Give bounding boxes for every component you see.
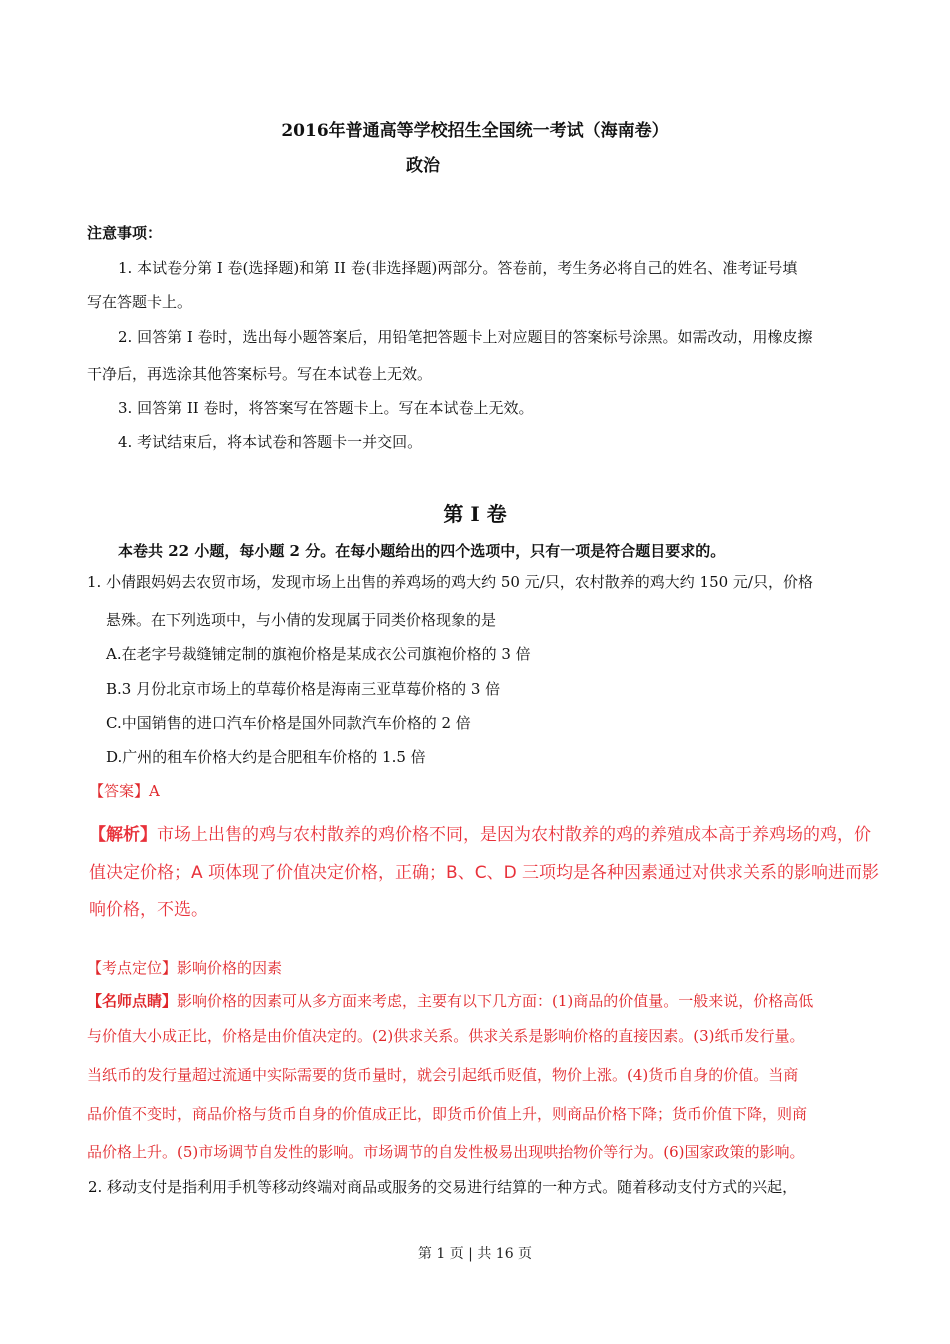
- question-1-option-c: C.中国销售的进口汽车价格是国外同款汽车价格的 2 倍: [106, 714, 471, 732]
- analysis-label: 【解析】: [89, 825, 157, 845]
- question-1-stem: 1. 小倩跟妈妈去农贸市场，发现市场上出售的养鸡场的鸡大约 50 元/只，农村散养的鸡大约 150 元/只，价格: [87, 573, 813, 591]
- question-1-mingshi-line-3: 当纸币的发行量超过流通中实际需要的货币量时，就会引起纸币贬值，物价上涨。(4)货币自身的价值。当商: [87, 1066, 799, 1084]
- notice-line-2: 写在答题卡上。: [87, 293, 193, 311]
- question-1-mingshi-line-4: 品价值不变时，商品价格与货币自身的价值成正比，即货币价值上升，则商品价格下降；货币价值下降，则商: [87, 1105, 808, 1123]
- notice-heading: 注意事项：: [87, 224, 163, 242]
- exam-subject: 政治: [406, 156, 440, 176]
- question-1-analysis-line-2: 值决定价格；A 项体现了价值决定价格，正确；B、C、D 三项均是各种因素通过对供求关系的影响进而影: [89, 863, 880, 883]
- question-1-stem-cont: 悬殊。在下列选项中，与小倩的发现属于同类价格现象的是: [106, 611, 497, 629]
- question-1-answer: 【答案】A: [89, 782, 160, 800]
- question-2-stem: 2. 移动支付是指利用手机等移动终端对商品或服务的交易进行结算的一种方式。随着移动支付方式的兴起，: [88, 1178, 798, 1196]
- question-1-mingshi-line-2: 与价值大小成正比，价格是由价值决定的。(2)供求关系。供求关系是影响价格的直接因素。(3)纸币发行量。: [87, 1027, 805, 1045]
- page-footer: 第 1 页 | 共 16 页: [417, 1246, 533, 1262]
- question-1-option-b: B.3 月份北京市场上的草莓价格是海南三亚草莓价格的 3 倍: [106, 680, 501, 698]
- section-description: 本卷共 22 小题，每小题 2 分。在每小题给出的四个选项中，只有一项是符合题目要求的。: [118, 542, 726, 560]
- question-1-kaodian: 【考点定位】影响价格的因素: [87, 959, 283, 977]
- mingshi-text: 影响价格的因素可从多方面来考虑，主要有以下几方面：(1)商品的价值量。一般来说，价格高低: [177, 992, 814, 1010]
- exam-title: 2016年普通高等学校招生全国统一考试（海南卷）: [281, 121, 669, 141]
- notice-line-4: 干净后，再选涂其他答案标号。写在本试卷上无效。: [87, 365, 433, 383]
- question-1-mingshi-line-5: 品价格上升。(5)市场调节自发性的影响。市场调节的自发性极易出现哄抬物价等行为。(6)国家政策的影响。: [87, 1143, 805, 1161]
- question-1-mingshi-line-1: [87, 990, 813, 1011]
- notice-line-1: 1. 本试卷分第 I 卷(选择题)和第 II 卷(非选择题)两部分。答卷前，考生务必将自己的姓名、准考证号填: [118, 259, 798, 277]
- question-1-option-d: D.广州的租车价格大约是合肥租车价格的 1.5 倍: [106, 748, 426, 766]
- notice-line-5: 3. 回答第 II 卷时，将答案写在答题卡上。写在本试卷上无效。: [118, 399, 534, 417]
- question-1-analysis-line-1: [89, 820, 871, 845]
- question-1-analysis-line-3: 响价格，不选。: [89, 900, 208, 920]
- notice-line-3: 2. 回答第 I 卷时，选出每小题答案后，用铅笔把答题卡上对应题目的答案标号涂黑。如需改动，用橡皮擦: [118, 328, 813, 346]
- mingshi-label: 【名师点睛】: [87, 992, 178, 1010]
- analysis-text: 市场上出售的鸡与农村散养的鸡价格不同，是因为农村散养的鸡的养殖成本高于养鸡场的鸡，价: [157, 825, 871, 845]
- question-1-option-a: A.在老字号裁缝铺定制的旗袍价格是某成衣公司旗袍价格的 3 倍: [106, 645, 531, 663]
- section-title: 第 I 卷: [443, 502, 507, 526]
- notice-line-6: 4. 考试结束后，将本试卷和答题卡一并交回。: [118, 433, 423, 451]
